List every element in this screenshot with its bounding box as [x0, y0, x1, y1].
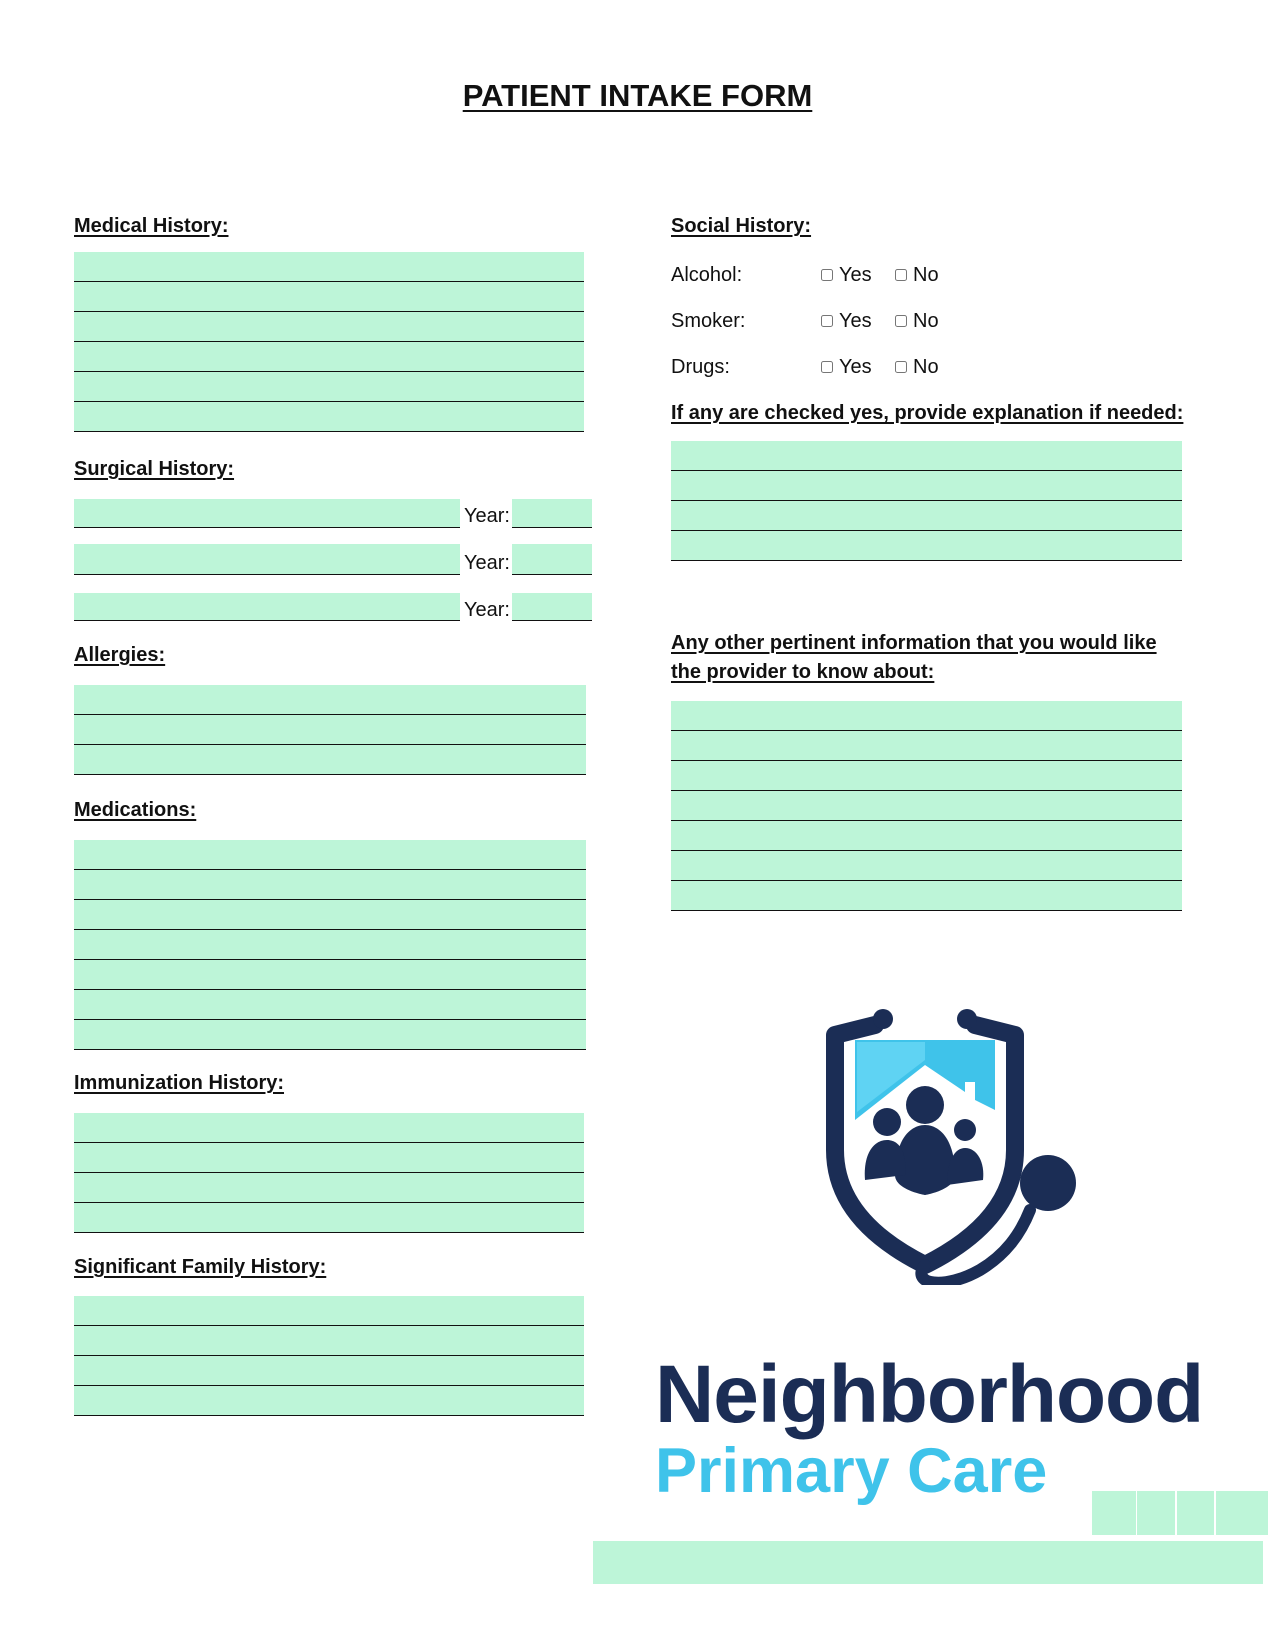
family-history-line-3[interactable] — [74, 1356, 584, 1386]
medical-history-line-6[interactable] — [74, 402, 584, 432]
alcohol-yes-checkbox[interactable] — [821, 269, 833, 281]
explanation-heading: If any are checked yes, provide explanation if needed: — [671, 402, 1184, 424]
medications-line-6[interactable] — [74, 990, 586, 1020]
code-box-4[interactable] — [1216, 1491, 1268, 1535]
surgery-year-field-3[interactable] — [512, 593, 592, 621]
drugs-no-checkbox[interactable] — [895, 361, 907, 373]
surgery-year-label-3: Year: — [464, 599, 510, 621]
explanation-line-2[interactable] — [671, 471, 1182, 501]
smoker-no-checkbox[interactable] — [895, 315, 907, 327]
medical-history-line-1[interactable] — [74, 252, 584, 282]
explanation-line-1[interactable] — [671, 441, 1182, 471]
other-info-line-5[interactable] — [671, 821, 1182, 851]
brand-name-line-1: Neighborhood — [655, 1349, 1204, 1440]
medications-line-5[interactable] — [74, 960, 586, 990]
immunization-line-1[interactable] — [74, 1113, 584, 1143]
explanation-line-4[interactable] — [671, 531, 1182, 561]
smoker-yes-label: Yes — [839, 310, 872, 332]
allergies-heading: Allergies: — [74, 644, 166, 666]
brand-name-line-2: Primary Care — [655, 1436, 1048, 1506]
allergies-line-3[interactable] — [74, 745, 586, 775]
other-info-heading-line-2: the provider to know about: — [671, 661, 935, 683]
medications-line-1[interactable] — [74, 840, 586, 870]
medications-line-3[interactable] — [74, 900, 586, 930]
other-info-heading-line-1: Any other pertinent information that you would like — [671, 632, 1157, 654]
code-box-2[interactable] — [1137, 1491, 1175, 1535]
other-info-line-1[interactable] — [671, 701, 1182, 731]
medical-history-line-2[interactable] — [74, 282, 584, 312]
family-history-heading: Significant Family History: — [74, 1256, 327, 1278]
medications-line-4[interactable] — [74, 930, 586, 960]
drugs-yes-checkbox[interactable] — [821, 361, 833, 373]
allergies-line-1[interactable] — [74, 685, 586, 715]
family-history-line-4[interactable] — [74, 1386, 584, 1416]
explanation-line-3[interactable] — [671, 501, 1182, 531]
immunization-line-3[interactable] — [74, 1173, 584, 1203]
medications-heading: Medications: — [74, 799, 197, 821]
immunization-line-2[interactable] — [74, 1143, 584, 1173]
medications-line-2[interactable] — [74, 870, 586, 900]
alcohol-yes-label: Yes — [839, 264, 872, 286]
other-info-line-2[interactable] — [671, 731, 1182, 761]
drugs-label: Drugs: — [671, 356, 730, 378]
medical-history-line-5[interactable] — [74, 372, 584, 402]
surgery-year-label-1: Year: — [464, 505, 510, 527]
surgery-year-field-2[interactable] — [512, 544, 592, 575]
code-box-1[interactable] — [1092, 1491, 1136, 1535]
surgical-history-heading: Surgical History: — [74, 458, 235, 480]
code-box-3[interactable] — [1177, 1491, 1214, 1535]
alcohol-no-label: No — [913, 264, 939, 286]
other-info-line-4[interactable] — [671, 791, 1182, 821]
surgery-name-field-3[interactable] — [74, 593, 460, 621]
medications-line-7[interactable] — [74, 1020, 586, 1050]
family-history-line-1[interactable] — [74, 1296, 584, 1326]
surgery-year-field-1[interactable] — [512, 499, 592, 528]
bottom-text-field[interactable] — [593, 1541, 1263, 1584]
medical-history-heading: Medical History: — [74, 215, 229, 237]
surgery-name-field-1[interactable] — [74, 499, 460, 528]
immunization-history-heading: Immunization History: — [74, 1072, 285, 1094]
social-history-heading: Social History: — [671, 215, 812, 237]
drugs-no-label: No — [913, 356, 939, 378]
immunization-line-4[interactable] — [74, 1203, 584, 1233]
smoker-no-label: No — [913, 310, 939, 332]
allergies-line-2[interactable] — [74, 715, 586, 745]
medical-history-line-3[interactable] — [74, 312, 584, 342]
neighborhood-primary-care-logo-icon — [815, 1000, 1090, 1285]
other-info-line-3[interactable] — [671, 761, 1182, 791]
family-history-line-2[interactable] — [74, 1326, 584, 1356]
alcohol-no-checkbox[interactable] — [895, 269, 907, 281]
surgery-year-label-2: Year: — [464, 552, 510, 574]
smoker-label: Smoker: — [671, 310, 746, 332]
medical-history-line-4[interactable] — [74, 342, 584, 372]
form-title-text: PATIENT INTAKE FORM — [462, 78, 813, 113]
smoker-yes-checkbox[interactable] — [821, 315, 833, 327]
other-info-line-6[interactable] — [671, 851, 1182, 881]
drugs-yes-label: Yes — [839, 356, 872, 378]
alcohol-label: Alcohol: — [671, 264, 743, 286]
other-info-line-7[interactable] — [671, 881, 1182, 911]
surgery-name-field-2[interactable] — [74, 544, 460, 575]
form-title — [0, 78, 1275, 114]
